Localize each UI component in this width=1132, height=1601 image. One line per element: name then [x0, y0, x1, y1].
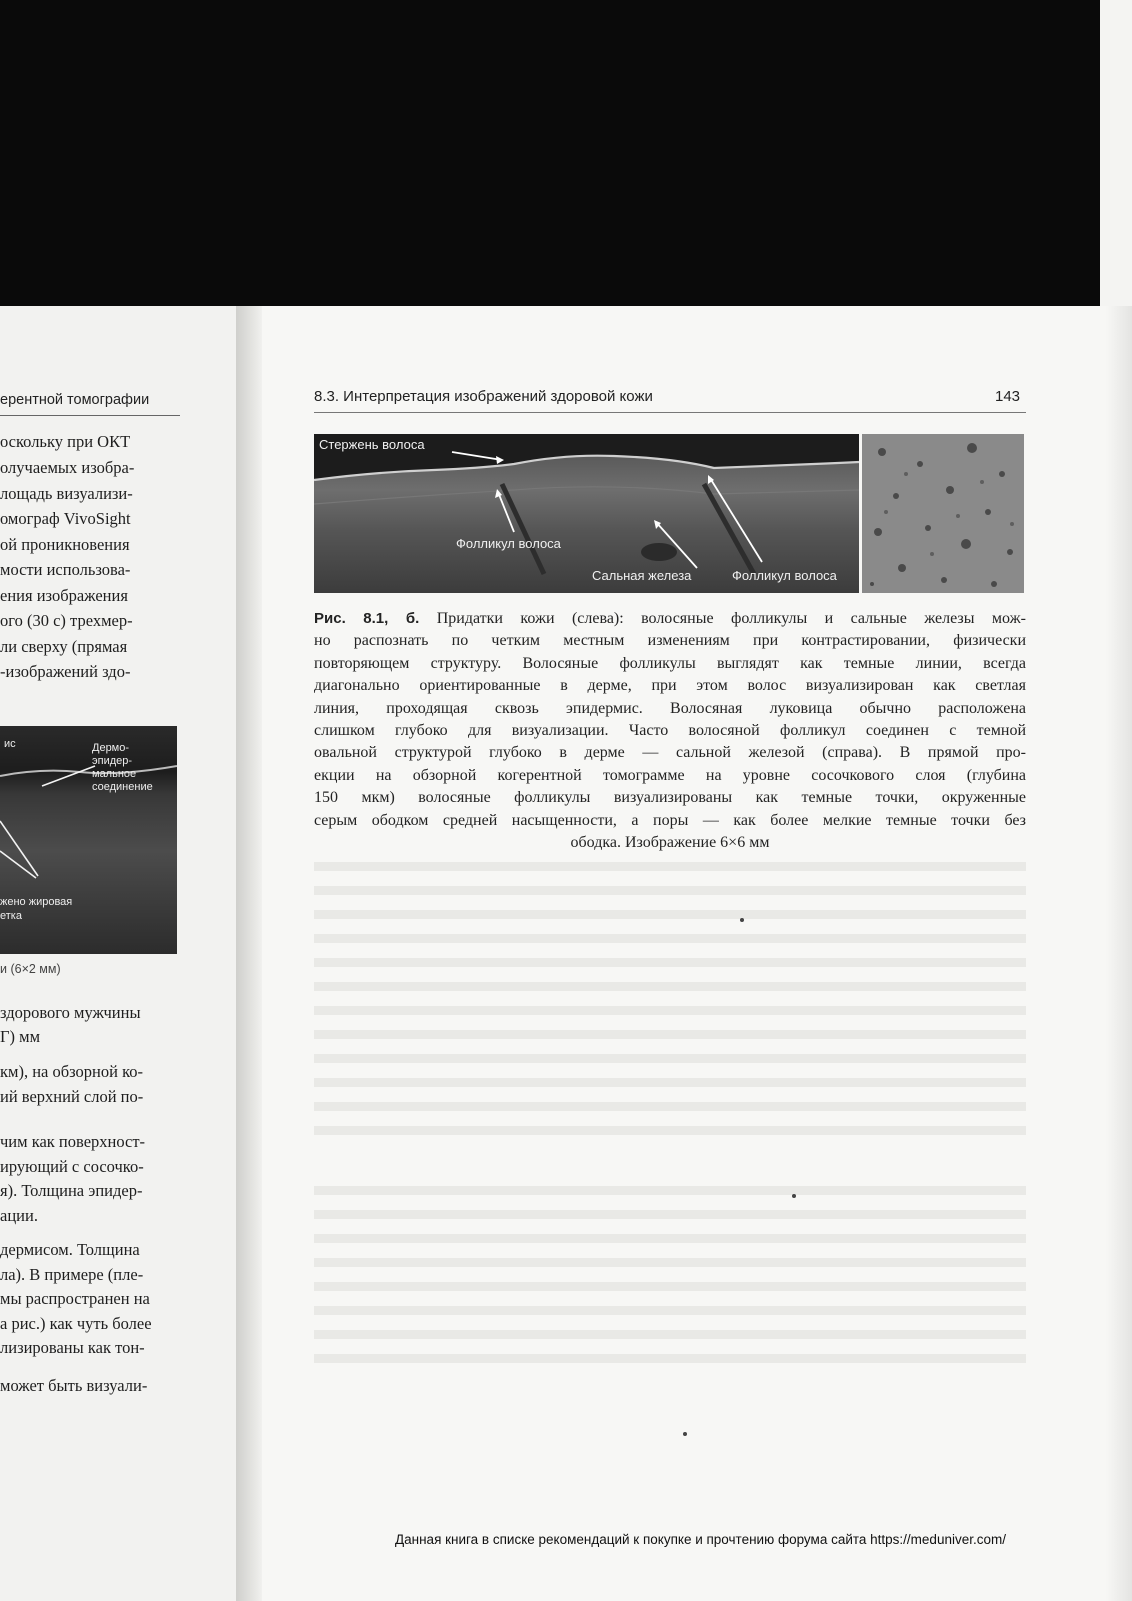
bleed-through-line [314, 1054, 1026, 1063]
left-oct-overlay [0, 726, 177, 954]
bleed-through-line [314, 1210, 1026, 1219]
caption-figure-label: Рис. 8.1, б. [314, 610, 420, 627]
left-text-line: дермисом. Толщина [0, 1240, 140, 1259]
left-text-line: лощадь визуализи- [0, 484, 133, 503]
en-face-texture [862, 434, 1024, 593]
oct-en-face-image [862, 434, 1024, 593]
label-hair-follicle: Фолликул волоса [732, 568, 837, 583]
left-text-line: ого (30 с) трехмер- [0, 611, 133, 630]
bleed-through-line [314, 1006, 1026, 1015]
left-oct-figure [0, 726, 177, 954]
right-page [262, 306, 1132, 1601]
left-text-line: омограф VivoSight [0, 509, 131, 528]
caption-line: слишком глубоко для визуализации. Часто волосяной фолликул соединен с темной [314, 722, 1026, 740]
caption-line: серым ободком средней насыщенности, а поры — как более мелкие темные точки без [314, 811, 1026, 829]
left-text-line: ой проникновения [0, 535, 130, 554]
left-text-line: я). Толщина эпидер- [0, 1181, 143, 1200]
scanner-dark-area [0, 0, 1132, 306]
caption-last-line: ободка. Изображение 6×6 мм [570, 834, 770, 852]
left-text-line: -изображений здо- [0, 662, 131, 681]
bleed-through-line [314, 958, 1026, 967]
page-number: 143 [995, 388, 1021, 405]
left-running-head: ерентной томографии [0, 392, 150, 408]
right-header-rule [314, 412, 1026, 413]
bleed-through-line [314, 1282, 1026, 1291]
left-text-line: ла). В примере (пле- [0, 1265, 144, 1284]
bleed-through-line [314, 1306, 1026, 1315]
left-header-rule [0, 415, 180, 416]
left-text-line: Г) мм [0, 1027, 41, 1046]
left-fig-label: Дермо- [92, 742, 130, 754]
left-text-line: км), на обзорной ко- [0, 1062, 144, 1081]
left-fig-label: етка [0, 910, 22, 922]
bleed-through-line [314, 910, 1026, 919]
caption-line: екции на обзорной когерентной томограмме на уровне сосочкового слоя (глубина [314, 766, 1026, 784]
bleed-through-line [314, 862, 1026, 871]
caption-line: диагонально ориентированные в дерме, при этом волос визуализирован как светлая [314, 677, 1026, 695]
left-fig-label: ис [4, 738, 16, 750]
left-text-line: может быть визуали- [0, 1376, 148, 1395]
oct-cross-section-image [314, 434, 859, 593]
bleed-through-line [314, 934, 1026, 943]
bleed-through-line [314, 1330, 1026, 1339]
left-fig-label: жено жировая [0, 896, 73, 908]
bleed-through-line [314, 1186, 1026, 1195]
left-text-line: олучаемых изобра- [0, 458, 135, 477]
bleed-through-line [314, 1258, 1026, 1267]
scan-speck [792, 1194, 796, 1198]
left-text-line: ирующий с сосочко- [0, 1157, 144, 1176]
left-text-line: лизированы как тон- [0, 1338, 145, 1357]
bleed-through-line [314, 1126, 1026, 1135]
page-edge [1100, 0, 1132, 306]
left-text-line: мости использова- [0, 560, 131, 579]
caption-line-text: Придатки кожи (слева): волосяные фолликулы и сальные железы мож- [436, 610, 1027, 627]
left-text-line: мы распространен на [0, 1289, 150, 1308]
left-page [0, 306, 243, 1601]
left-text-line: а рис.) как чуть более [0, 1314, 152, 1333]
left-fig-label: соединение [92, 781, 153, 793]
page-edge-shadow [1106, 306, 1132, 1601]
left-text-line: ий верхний слой по- [0, 1087, 144, 1106]
left-fig-label: мальное [92, 768, 137, 780]
scan-speck [683, 1432, 687, 1436]
label-sebaceous-gland: Сальная железа [592, 568, 692, 583]
caption-line: 150 мкм) волосяные фолликулы визуализированы как темные точки, окруженные [314, 789, 1026, 807]
label-hair-follicle: Фолликул волоса [456, 536, 561, 551]
bleed-through-line [314, 982, 1026, 991]
left-fig-label: эпидер- [92, 755, 133, 767]
left-text-line: оскольку при ОКТ [0, 432, 131, 451]
left-text-line: ации. [0, 1206, 38, 1225]
footer-watermark-note: Данная книга в списке рекомендаций к покупке и прочтению форума сайта https://meduniver.com/ [395, 1532, 1006, 1547]
bleed-through-line [314, 1354, 1026, 1363]
caption-line: овальной структурой глубоко в дерме — сальной железой (справа). В прямой про- [314, 744, 1026, 762]
left-text-line: чим как поверхност- [0, 1132, 146, 1151]
bleed-through-line [314, 1078, 1026, 1087]
bleed-through-line [314, 1102, 1026, 1111]
scan-speck [740, 918, 744, 922]
figure-caption [314, 608, 1026, 854]
caption-line: линия, проходящая сквозь эпидермис. Волосяная луковица обычно расположена [314, 699, 1026, 717]
left-text-line: ли сверху (прямая [0, 637, 128, 656]
bleed-through-line [314, 1234, 1026, 1243]
caption-line [314, 608, 1026, 630]
right-running-head: 8.3. Интерпретация изображений здоровой кожи [314, 388, 653, 405]
left-figure-caption: и (6×2 мм) [0, 962, 61, 976]
label-hair-shaft: Стержень волоса [319, 437, 425, 452]
bleed-through-line [314, 886, 1026, 895]
left-text-line: ения изображения [0, 586, 128, 605]
bleed-through-line [314, 1030, 1026, 1039]
caption-line: повторяющем структуру. Волосяные фолликулы выглядят как темные линии, всегда [314, 654, 1026, 672]
caption-line: но распознать по четким местным изменениям при контрастировании, физически [314, 632, 1026, 650]
left-text-line: здорового мужчины [0, 1003, 141, 1022]
